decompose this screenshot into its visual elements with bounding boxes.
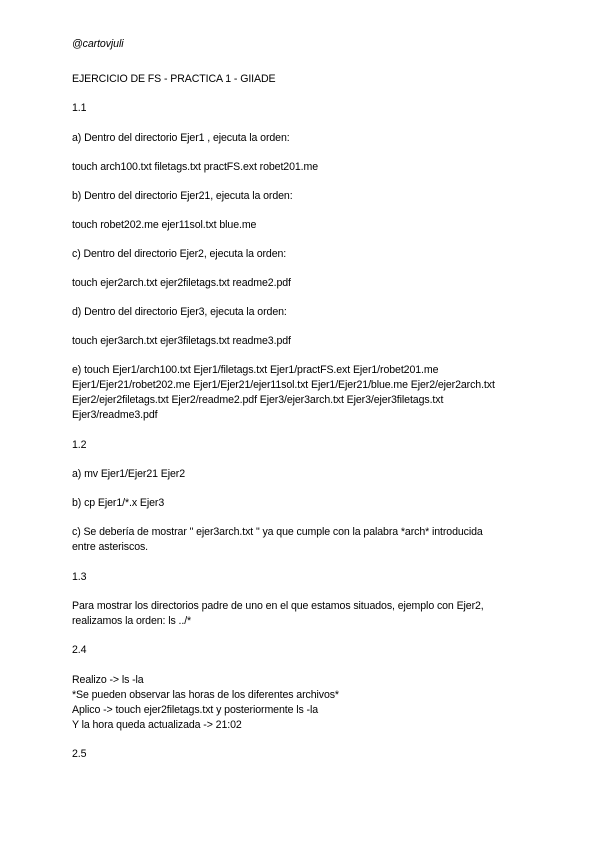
command-line: touch robet202.me ejer11sol.txt blue.me [72, 219, 257, 231]
document-title: EJERCICIO DE FS - PRACTICA 1 - GIIADE [72, 73, 276, 85]
command-line: touch ejer3arch.txt ejer3filetags.txt readme3.pdf [72, 335, 291, 347]
exercise-item: d) Dentro del directorio Ejer3, ejecuta la orden: [72, 306, 287, 318]
paragraph-line: Para mostrar los directorios padre de uno en el que estamos situados, ejemplo con Ejer2, [72, 600, 484, 612]
answer-line: c) Se debería de mostrar " ejer3arch.txt " ya que cumple con la palabra *arch* introducida [72, 526, 483, 538]
command-line: touch ejer2arch.txt ejer2filetags.txt readme2.pdf [72, 277, 291, 289]
paragraph-line: *Se pueden observar las horas de los diferentes archivos* [72, 689, 339, 701]
exercise-item: b) Dentro del directorio Ejer21, ejecuta la orden: [72, 190, 293, 202]
author-handle: @cartovjuli [72, 38, 124, 50]
paragraph-line: Realizo -> ls -la [72, 674, 144, 686]
command-line: touch arch100.txt filetags.txt practFS.ext robet201.me [72, 161, 319, 173]
exercise-item-e-line: Ejer3/readme3.pdf [72, 409, 158, 421]
paragraph-line: Y la hora queda actualizada -> 21:02 [72, 719, 242, 731]
exercise-item-e-line: e) touch Ejer1/arch100.txt Ejer1/filetags.txt Ejer1/practFS.ext Ejer1/robet201.me [72, 364, 439, 376]
section-number: 1.3 [72, 571, 87, 583]
section-number: 2.5 [72, 748, 87, 760]
section-number: 1.2 [72, 439, 87, 451]
exercise-item: a) Dentro del directorio Ejer1 , ejecuta la orden: [72, 132, 290, 144]
section-number: 1.1 [72, 102, 87, 114]
exercise-item-e-line: Ejer1/Ejer21/robet202.me Ejer1/Ejer21/ejer11sol.txt Ejer1/Ejer21/blue.me Ejer2/ejer2arch.txt [72, 379, 495, 391]
paragraph-line: realizamos la orden: ls ../* [72, 615, 192, 627]
command-line: b) cp Ejer1/*.x Ejer3 [72, 497, 165, 509]
paragraph-line: Aplico -> touch ejer2filetags.txt y posteriormente ls -la [72, 704, 319, 716]
exercise-item: c) Dentro del directorio Ejer2, ejecuta la orden: [72, 248, 287, 260]
answer-line: entre asteriscos. [72, 541, 149, 553]
exercise-item-e-line: Ejer2/ejer2filetags.txt Ejer2/readme2.pdf Ejer3/ejer3arch.txt Ejer3/ejer3filetags.txt [72, 394, 444, 406]
section-number: 2.4 [72, 644, 87, 656]
command-line: a) mv Ejer1/Ejer21 Ejer2 [72, 468, 185, 480]
